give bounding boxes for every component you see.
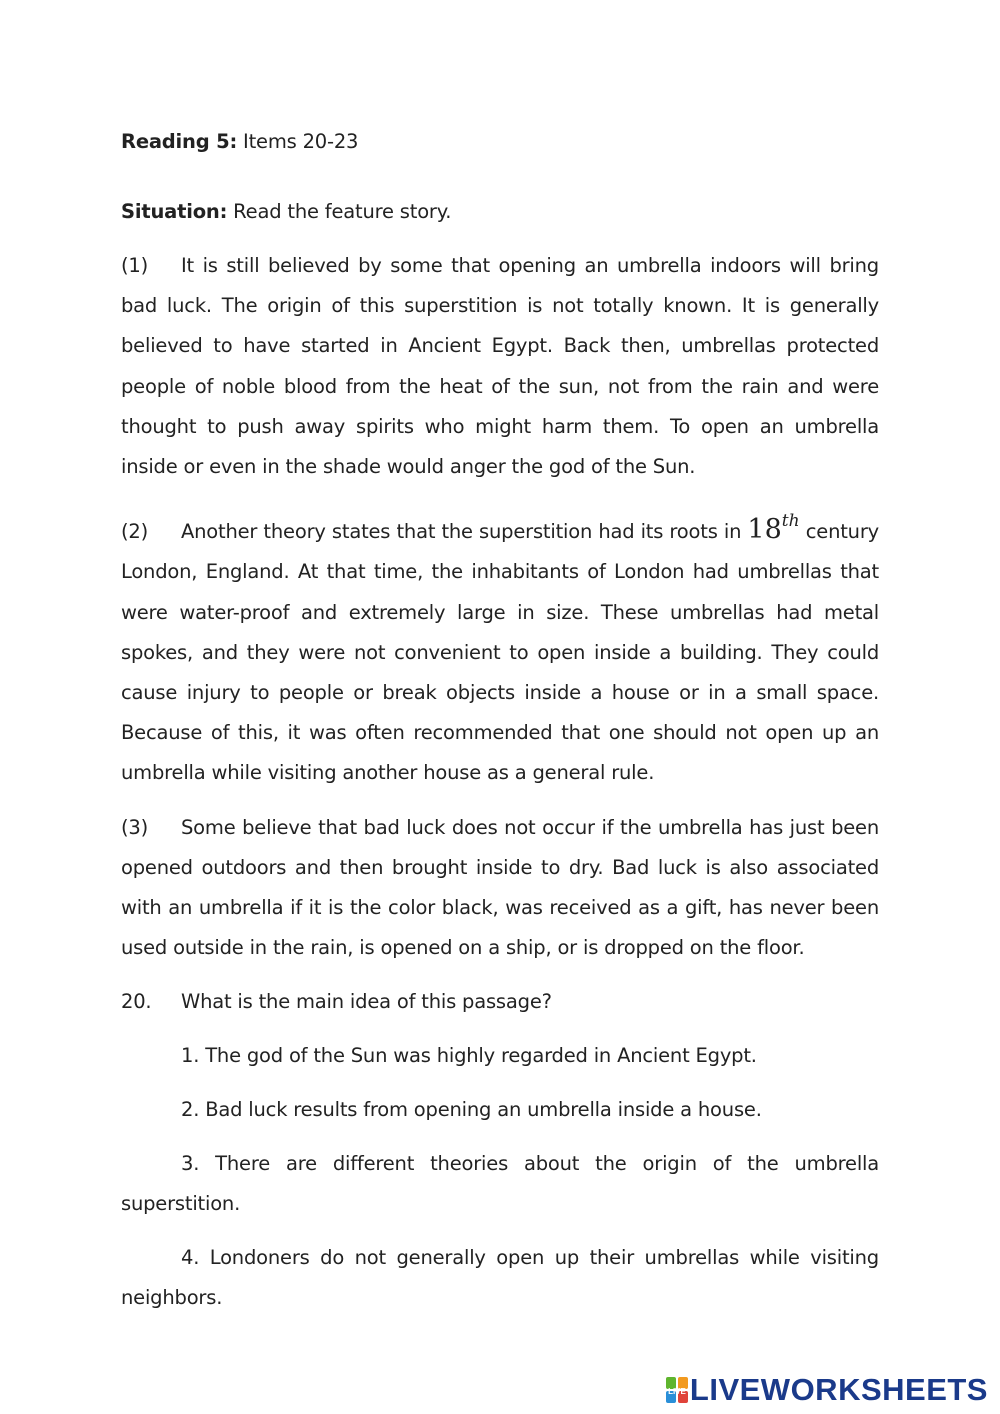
answer-option-2[interactable]: 2. Bad luck results from opening an umbrella inside a house. xyxy=(181,1098,762,1122)
brand-name: LIVEWORKSHEETS xyxy=(689,1372,988,1407)
question-20 xyxy=(121,982,879,1022)
paragraph-text: It is still believed by some that opening an umbrella indoors will bring bad luck. The origin of this superstition is not totally known. It is generally believed to have started in Ancient Egypt. Back then, umbrellas protected people of noble blood from the heat of the sun, not from the rain and were thought to push away spirits who might harm them. To open an umbrella inside or even in the shade would anger the god of the Sun. xyxy=(121,254,879,479)
paragraph-3 xyxy=(121,808,879,969)
ordinal-18th xyxy=(747,511,800,546)
situation-label: Situation: xyxy=(121,200,228,223)
ordinal-number: 18 xyxy=(747,514,782,546)
worksheet-page xyxy=(121,122,879,1332)
liveworksheets-logo-icon xyxy=(666,1377,688,1403)
answer-option-3[interactable]: 3. There are different theories about the origin of the umbrella superstition. xyxy=(121,1152,879,1216)
paragraph-number: (1) xyxy=(121,254,149,277)
ordinal-suffix: th xyxy=(781,511,800,532)
question-number: 20. xyxy=(121,990,152,1014)
situation-text: Read the feature story. xyxy=(227,200,452,223)
answer-option-4[interactable]: 4. Londoners do not generally open up their umbrellas while visiting neighbors. xyxy=(121,1246,879,1310)
liveworksheets-brand[interactable] xyxy=(666,1370,988,1410)
reading-items: Items 20-23 xyxy=(237,130,359,153)
paragraph-number: (2) xyxy=(121,520,149,544)
paragraph-text: Some believe that bad luck does not occur if the umbrella has just been opened outdoors and then brought inside to dry. Bad luck is also associated with an umbrella if it is the color black, was received as a gift, has never been used outside in the rain, is opened on a ship, or is dropped on the floor. xyxy=(121,815,879,960)
situation-line xyxy=(121,192,879,232)
answer-option-1[interactable]: 1. The god of the Sun was highly regarded in Ancient Egypt. xyxy=(181,1044,757,1068)
paragraph-text-after: century London, England. At that time, the inhabitants of London had umbrellas that were water-proof and extremely large in size. These umbrellas had metal spokes, and they were not convenient to open inside a building. They could cause injury to people or break objects inside a house or in a small space. Because of this, it was often recommended that one should not open up an umbrella while visiting another house as a general rule. xyxy=(121,520,879,785)
question-text: What is the main idea of this passage? xyxy=(181,990,552,1014)
reading-label: Reading 5: xyxy=(121,130,238,153)
paragraph-1 xyxy=(121,246,879,487)
paragraph-text-before: Another theory states that the superstition had its roots in xyxy=(181,520,748,544)
paragraph-number: (3) xyxy=(121,815,149,839)
logo-letters: LIVE xyxy=(668,1387,686,1396)
paragraph-2 xyxy=(121,501,879,793)
reading-heading xyxy=(121,122,879,162)
